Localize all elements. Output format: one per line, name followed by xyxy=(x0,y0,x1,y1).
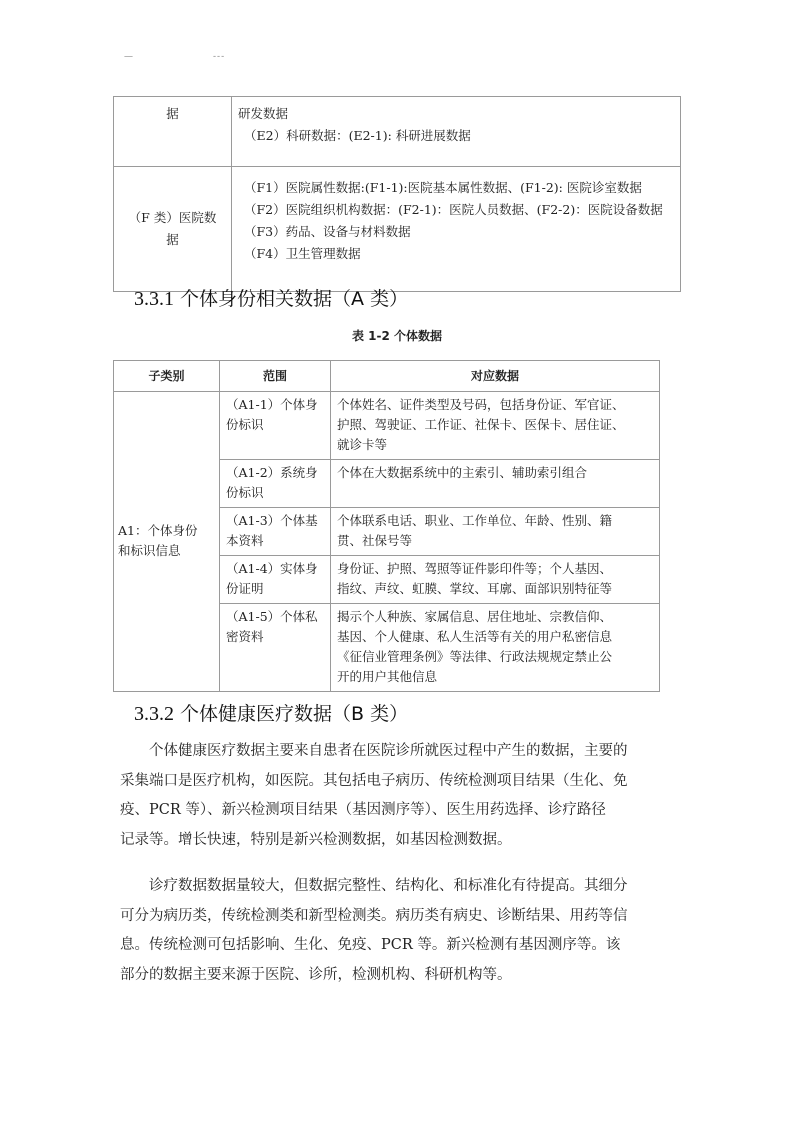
cell-line: （F1）医院属性数据:(F1-1):医院基本属性数据、(F1-2): 医院诊室数据 xyxy=(244,180,642,195)
cell-line: 研发数据 xyxy=(238,106,289,121)
data-cell xyxy=(331,460,660,508)
cell-line: 份标识 xyxy=(226,485,264,500)
cell-line: （F2）医院组织机构数据：(F2-1)：医院人员数据、(F2-2)：医院设备数据 xyxy=(244,202,663,217)
cell-line: （F 类）医院数 xyxy=(128,210,217,225)
scope-cell xyxy=(220,556,331,604)
cell-line: （A1-3）个体基 xyxy=(226,513,318,528)
category-cell: 据 xyxy=(114,97,232,167)
table-caption: 表 1-2 个体数据 xyxy=(351,329,443,343)
cell-line: 指纹、声纹、虹膜、掌纹、耳廓、面部识别特征等 xyxy=(337,581,613,596)
top-data-table xyxy=(113,96,681,292)
scope-cell xyxy=(220,508,331,556)
cell-line: 《征信业管理条例》等法律、行政法规规定禁止公 xyxy=(337,649,613,664)
paragraph-line: 部分的数据主要来源于医院、诊所，检测机构、科研机构等。 xyxy=(120,966,512,983)
column-header: 范围 xyxy=(220,361,331,392)
cell-line: （A1-2）系统身 xyxy=(226,465,318,480)
cell-line: （F3）药品、设备与材料数据 xyxy=(244,224,411,239)
scope-cell xyxy=(220,460,331,508)
table-row xyxy=(114,167,681,292)
cell-line: 密资料 xyxy=(226,629,264,644)
paragraph-line: 疫、PCR 等）、新兴检测项目结果（基因测序等）、医生用药选择、诊疗路径 xyxy=(120,802,606,818)
data-cell xyxy=(331,604,660,692)
cell-line: 个体在大数据系统中的主索引、辅助索引组合 xyxy=(337,465,588,480)
cell-line: （F4）卫生管理数据 xyxy=(244,246,361,261)
individual-data-table xyxy=(113,360,660,692)
cell-line: （A1-1）个体身 xyxy=(226,397,318,412)
category-cell xyxy=(114,167,232,292)
cell-line: （E2）科研数据：(E2-1): 科研进展数据 xyxy=(244,128,471,143)
column-header: 子类别 xyxy=(114,361,220,392)
category-cell xyxy=(114,392,220,692)
data-cell xyxy=(331,508,660,556)
section-number: 3.3.2 xyxy=(134,703,174,725)
section-number: 3.3.1 xyxy=(134,288,174,310)
section-heading-3-3-2 xyxy=(134,699,408,726)
section-title: 个体健康医疗数据（B 类） xyxy=(180,703,409,725)
table-row xyxy=(114,392,660,460)
cell-line: （A1-5）个体私 xyxy=(226,609,318,624)
cell-line: 份证明 xyxy=(226,581,264,596)
header-mark-right: --- xyxy=(213,52,226,62)
content-cell xyxy=(232,97,681,167)
column-header: 对应数据 xyxy=(331,361,660,392)
cell-line: A1：个体身份 xyxy=(118,523,198,538)
cell-line: （A1-4）实体身 xyxy=(226,561,318,576)
scope-cell xyxy=(220,604,331,692)
cell-line: 基因、个人健康、私人生活等有关的用户私密信息 xyxy=(337,629,613,644)
header-mark-left: — xyxy=(124,52,134,62)
paragraph-line: 诊疗数据数据量较大，但数据完整性、结构化、和标准化有待提高。其细分 xyxy=(149,878,628,894)
cell-line: 个体联系电话、职业、工作单位、年龄、性别、籍 xyxy=(337,513,613,528)
paragraph-diagnosis-data xyxy=(120,872,678,990)
cell-line: 就诊卡等 xyxy=(337,437,388,452)
content-cell xyxy=(232,167,681,292)
table-row xyxy=(114,97,681,167)
cell-line: 份标识 xyxy=(226,417,264,432)
paragraph-line: 息。传统检测可包括影响、生化、免疫、PCR 等。新兴检测有基因测序等。该 xyxy=(120,937,621,953)
cell-line: 护照、驾驶证、工作证、社保卡、医保卡、居住证、 xyxy=(337,417,625,432)
paragraph-line: 记录等。增长快速，特别是新兴检测数据，如基因检测数据。 xyxy=(120,831,512,848)
section-heading-3-3-1 xyxy=(134,284,408,311)
paragraph-line: 个体健康医疗数据主要来自患者在医院诊所就医过程中产生的数据，主要的 xyxy=(149,743,628,759)
paragraph-line: 采集端口是医疗机构，如医院。其包括电子病历、传统检测项目结果（生化、免 xyxy=(120,772,628,789)
scope-cell xyxy=(220,392,331,460)
cell-line: 据 xyxy=(166,232,179,247)
cell-line: 开的用户其他信息 xyxy=(337,669,438,684)
section-title: 个体身份相关数据（A 类） xyxy=(180,288,409,310)
cell-line: 和标识信息 xyxy=(118,543,181,558)
data-cell xyxy=(331,556,660,604)
cell-line: 揭示个人种族、家属信息、居住地址、宗教信仰、 xyxy=(337,609,613,624)
cell-line: 个体姓名、证件类型及号码，包括身份证、军官证、 xyxy=(337,397,625,412)
paragraph-medical-data xyxy=(120,737,678,855)
paragraph-line: 可分为病历类，传统检测类和新型检测类。病历类有病史、诊断结果、用药等信 xyxy=(120,907,628,924)
cell-line: 身份证、护照、驾照等证件影印件等；个人基因、 xyxy=(337,561,613,576)
data-cell xyxy=(331,392,660,460)
table-header-row xyxy=(114,361,660,392)
cell-line: 贯、社保号等 xyxy=(337,533,413,548)
cell-line: 本资料 xyxy=(226,533,264,548)
